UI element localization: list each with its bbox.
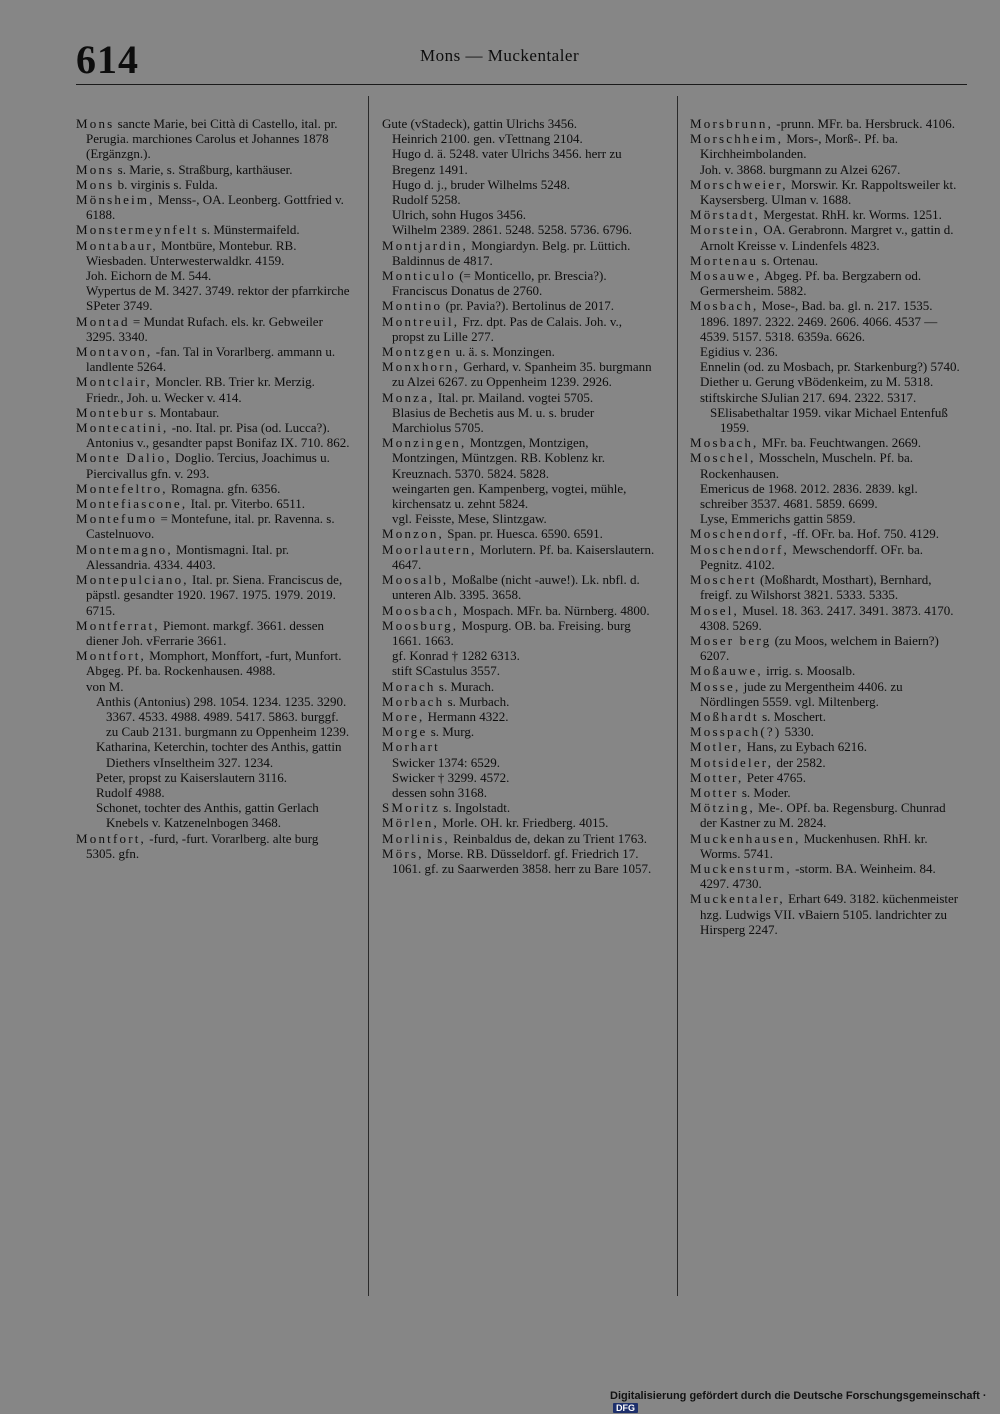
- entry-headword: Montefeltro,: [76, 480, 168, 496]
- entry-subline: Hugo d. ä. 5248. vater Ulrichs 3456. herr zu Bregenz 1491.: [392, 146, 622, 177]
- entry-subline: Egidius v. 236.: [700, 344, 778, 360]
- header-rule: [76, 84, 967, 85]
- entry-text: s. Münstermaifeld.: [198, 222, 300, 238]
- entry-text: Piemont. markgf. 3661. dessen diener Joh. vFerrarie 3661.: [86, 617, 325, 648]
- entry-headword: Montecatini,: [76, 420, 169, 436]
- index-entry: [690, 603, 964, 633]
- entry-headword: Mortenau: [690, 252, 759, 268]
- entry-headword: Morschweier,: [690, 176, 788, 192]
- index-entry: [76, 116, 350, 162]
- entry-text: -no. Ital. pr. Pisa (od. Lucca?). Antonius v., gesandter papst Bonifaz IX. 710. 862.: [86, 420, 350, 451]
- entry-headword: More,: [382, 708, 425, 724]
- entry-headword: Montino: [382, 298, 443, 314]
- entry-text: MFr. ba. Feuchtwangen. 2669.: [758, 435, 921, 451]
- entry-headword: Morstein,: [690, 222, 760, 238]
- index-entry: [382, 435, 656, 481]
- entry-text: OA. Gerabronn. Margret v., gattin d. Arnolt Kreisse v. Lindenfels 4823.: [700, 222, 954, 253]
- entry-subline: Hugo d. j., bruder Wilhelms 5248.: [392, 176, 570, 192]
- entry-headword: Muckentaler,: [690, 891, 785, 907]
- entry-text: Me-. OPf. ba. Regensburg. Chunrad der Kastner zu M. 2824.: [700, 800, 946, 831]
- index-entry: [690, 861, 964, 891]
- entry-headword: Mosse,: [690, 678, 741, 694]
- entry-headword: Mosbach,: [690, 435, 759, 451]
- dfg-logo: DFG: [613, 1403, 638, 1413]
- entry-subline: stiftskirche SJulian 217. 694. 2322. 5317.: [700, 389, 917, 405]
- index-entry: [382, 572, 656, 602]
- entry-headword: Monzingen,: [382, 435, 467, 451]
- entry-subline: Joh. v. 3868. burgmann zu Alzei 6267.: [700, 161, 901, 177]
- entry-text: s. Moschert.: [758, 708, 827, 724]
- entry-subline: weingarten gen. Kampenberg, vogtei, mühle, kirchensatz u. zehnt 5824.: [392, 480, 627, 512]
- entry-subline: stift SCastulus 3557.: [392, 663, 500, 679]
- entry-headword: Mörlen,: [382, 815, 439, 831]
- entry-subline: Wypertus de M. 3427. 3749. rektor der pfarrkirche SPeter 3749.: [86, 283, 350, 314]
- index-entry: [382, 846, 656, 876]
- index-entry: [382, 603, 656, 618]
- entry-subline: dessen sohn 3168.: [392, 784, 487, 800]
- entry-subline: Ulrich, sohn Hugos 3456.: [392, 207, 526, 223]
- index-entry: [382, 344, 656, 359]
- entry-text: Montzgen, Montzigen, Montzingen, Müntzgen. RB. Koblenz kr. Kreuznach. 5370. 5824. 5828.: [392, 435, 606, 481]
- entry-headword: Motter,: [690, 769, 744, 785]
- entry-headword: Montemagno,: [76, 541, 173, 557]
- index-entry: [76, 420, 350, 450]
- entry-headword: Moßhardt: [690, 708, 759, 724]
- entry-headword: Motler,: [690, 739, 744, 755]
- entry-subline: Joh. Eichorn de M. 544.: [86, 268, 212, 284]
- entry-subline-nested: Schonet, tochter des Anthis, gattin Gerlach Knebels v. Katzenelnbogen 3468.: [96, 800, 319, 831]
- entry-text: Mewschendorff. OFr. ba. Pegnitz. 4102.: [700, 541, 924, 572]
- entry-text: Morse. RB. Düsseldorf. gf. Friedrich 17. 1061. gf. zu Saarwerden 3858. herr zu Bare 1057.: [392, 845, 652, 876]
- index-entry: [690, 207, 964, 222]
- entry-headword: Mönsheim,: [76, 192, 155, 208]
- index-entry: [690, 253, 964, 268]
- index-entry: [382, 694, 656, 709]
- index-entry: [690, 724, 964, 739]
- index-entry: [76, 572, 350, 618]
- entry-text: Romagna. gfn. 6356.: [167, 480, 281, 496]
- entry-text: -prunn. MFr. ba. Hersbruck. 4106.: [773, 116, 956, 131]
- entry-text: Menss-, OA. Leonberg. Gottfried v. 6188.: [86, 192, 344, 223]
- column-3: [690, 116, 964, 937]
- index-entry: [690, 268, 964, 298]
- index-entry: [382, 238, 656, 268]
- entry-headword: Montefiascone,: [76, 496, 188, 512]
- index-entry: [76, 314, 350, 344]
- index-entry: [382, 542, 656, 572]
- index-entry: [76, 450, 350, 480]
- entry-subline: Swicker 1374: 6529.: [392, 754, 500, 770]
- column-divider-2: [677, 96, 678, 1296]
- index-entry: [690, 526, 964, 541]
- entry-headword: Montjardin,: [382, 237, 468, 253]
- index-entry: [382, 679, 656, 694]
- entry-subline-nested: Katharina, Keterchin, tochter des Anthis, gattin Diethers vInseltheim 327. 1234.: [96, 739, 342, 770]
- index-entry: [690, 572, 964, 602]
- entry-headword: Moßauwe,: [690, 663, 763, 679]
- entry-text: Muckenhusen. RhH. kr. Worms. 5741.: [700, 830, 928, 861]
- index-entry: [690, 435, 964, 450]
- index-entry: [76, 618, 350, 648]
- entry-headword: Moschert: [690, 572, 757, 588]
- index-entry: [76, 374, 350, 404]
- entry-subline: Ennelin (od. zu Mosbach, pr. Starkenburg?) 5740.: [700, 359, 960, 375]
- entry-subline: Lyse, Emmerichs gattin 5859.: [700, 511, 856, 527]
- entry-headword: SMoritz: [382, 800, 441, 816]
- entry-subline: Swicker † 3299. 4572.: [392, 769, 510, 785]
- entry-text: Ital. pr. Siena. Franciscus de, päpstl. gesandter 1920. 1967. 1975. 1979. 2019. 6715.: [86, 572, 343, 618]
- entry-text: Mosscheln, Muscheln. Pf. ba. Rockenhausen.: [700, 450, 914, 481]
- entry-text: Moncler. RB. Trier kr. Merzig. Friedr., Joh. u. Wecker v. 414.: [86, 374, 315, 405]
- entry-text: Mors-, Morß-. Pf. ba. Kirchheimbolanden.: [700, 131, 898, 162]
- entry-headword: Moschendorf,: [690, 526, 789, 542]
- index-entry: [76, 481, 350, 496]
- entry-headword: Montabaur,: [76, 237, 158, 253]
- entry-headword: Morlinis,: [382, 830, 450, 846]
- entry-text: Frz. dpt. Pas de Calais. Joh. v., propst zu Lille 277.: [392, 313, 622, 344]
- index-entry: [382, 268, 656, 298]
- entry-headword: Moschel,: [690, 450, 756, 466]
- entry-headword: Monstermeynfelt: [76, 222, 199, 238]
- index-entry: [690, 663, 964, 678]
- entry-headword: Mosel,: [690, 602, 739, 618]
- entry-text: Mospurg. OB. ba. Freising. burg 1661. 1663.: [392, 617, 631, 648]
- index-entry: [382, 831, 656, 846]
- entry-headword: Monza,: [382, 389, 435, 405]
- index-entry: [690, 709, 964, 724]
- index-entry: [690, 891, 964, 937]
- entry-text: s. Murbach.: [444, 693, 510, 709]
- entry-headword: Montclair,: [76, 374, 152, 390]
- entry-subline: gf. Konrad † 1282 6313.: [392, 648, 520, 664]
- entry-text: (Moßhardt, Mosthart), Bernhard, freigf. zu Wilshorst 3821. 5333. 5335.: [700, 572, 932, 603]
- entry-headword: Mörstadt,: [690, 207, 760, 223]
- entry-text: Gute (vStadeck), gattin Ulrichs 3456.: [382, 116, 577, 131]
- entry-headword: Muckenhausen,: [690, 830, 801, 846]
- entry-text: -storm. BA. Weinheim. 84. 4297. 4730.: [700, 860, 936, 892]
- running-head: Mons — Muckentaler: [420, 46, 580, 65]
- index-entry: [382, 724, 656, 739]
- entry-headword: Mons: [76, 161, 115, 177]
- index-entry: [382, 800, 656, 815]
- entry-text: Morle. OH. kr. Friedberg. 4015.: [438, 815, 609, 831]
- entry-headword: Moschendorf,: [690, 541, 789, 557]
- entry-headword: Monte Dalio,: [76, 450, 172, 466]
- entry-text: Abgeg. Pf. ba. Bergzabern od. Germersheim. 5882.: [700, 268, 922, 299]
- index-entry: [76, 831, 350, 861]
- entry-text: s. Ingolstadt.: [440, 800, 511, 816]
- entry-text: -ff. OFr. ba. Hof. 750. 4129.: [788, 526, 939, 542]
- entry-text: Peter 4765.: [743, 769, 806, 785]
- entry-headword: Morach: [382, 678, 436, 694]
- entry-headword: Mörs,: [382, 845, 424, 861]
- entry-subline: Heinrich 2100. gen. vTettnang 2104.: [392, 131, 583, 147]
- entry-headword: Montreuil,: [382, 313, 460, 329]
- entry-text: Moßalbe (nicht -auwe!). Lk. nbfl. d. unteren Alb. 3395. 3658.: [392, 572, 640, 603]
- entry-text: Morswir. Kr. Rappoltsweiler kt. Kaysersberg. Ulman v. 1688.: [700, 176, 957, 208]
- entry-headword: Montebur: [76, 404, 145, 420]
- entry-text: Hans, zu Eybach 6216.: [743, 739, 867, 755]
- entry-text: (pr. Pavia?). Bertolinus de 2017.: [442, 298, 615, 314]
- entry-subline-nested: Anthis (Antonius) 298. 1054. 1234. 1235. 3290. 3367. 4533. 4988. 4989. 5417. 5863. burggf. zu Caub 2131. burgmann zu Oppenheim 1239.: [96, 693, 350, 740]
- entry-text: Mose-, Bad. ba. gl. n. 217. 1535. 1896. 1897. 2322. 2469. 2606. 4066. 4537 — 4539. 5157. 5318. 6359a. 6626.: [700, 298, 938, 344]
- entry-headword: Montepulciano,: [76, 572, 189, 588]
- entry-text: s. Marie, s. Straßburg, karthäuser.: [114, 161, 293, 177]
- index-entry: [690, 131, 964, 161]
- entry-subline: Wilhelm 2389. 2861. 5248. 5258. 5736. 6796.: [392, 222, 632, 238]
- index-entry: [76, 542, 350, 572]
- footer-text: Digitalisierung gefördert durch die Deutsche Forschungsgemeinschaft ·: [610, 1390, 987, 1402]
- entry-subline-nested: Peter, propst zu Kaiserslautern 3116.: [96, 769, 288, 785]
- entry-headword: Moorlautern,: [382, 541, 477, 557]
- index-entry: [76, 162, 350, 177]
- entry-text: Hermann 4322.: [424, 708, 509, 724]
- entry-subline: Rudolf 5258.: [392, 192, 461, 208]
- entry-headword: Muckensturm,: [690, 860, 792, 876]
- index-entry: [690, 633, 964, 663]
- index-entry: [382, 359, 656, 389]
- entry-headword: Motter: [690, 784, 739, 800]
- entry-text: Momphort, Monffort, -furt, Munfort. Abgeg. Pf. ba. Rockenhausen. 4988.: [86, 648, 342, 679]
- entry-headword: Morhart: [382, 739, 440, 755]
- entry-headword: Montad: [76, 313, 130, 329]
- entry-text: Doglio. Tercius, Joachimus u. Piercivallus gfn. v. 293.: [86, 450, 330, 481]
- entry-text: Mospach. MFr. ba. Nürnberg. 4800.: [459, 602, 650, 618]
- index-entry: [690, 298, 964, 344]
- entry-text: s. Murg.: [427, 724, 475, 740]
- entry-text: Span. pr. Huesca. 6590. 6591.: [443, 526, 603, 542]
- index-entry: [76, 511, 350, 541]
- index-entry: [76, 496, 350, 511]
- index-entry: [382, 739, 656, 754]
- index-entry: [690, 755, 964, 770]
- index-entry: [76, 222, 350, 237]
- entry-text: Montbüre, Montebur. RB. Wiesbaden. Unterwesterwaldkr. 4159.: [86, 237, 297, 268]
- index-entry: [690, 542, 964, 572]
- entry-subline: Emericus de 1968. 2012. 2836. 2839. kgl. schreiber 3537. 4681. 5859. 6699.: [700, 480, 918, 512]
- entry-subline-nested: Rudolf 4988.: [96, 784, 165, 800]
- index-entry: [76, 405, 350, 420]
- entry-headword: Mons: [76, 116, 115, 131]
- entry-headword: Mosauwe,: [690, 268, 762, 284]
- entry-headword: Monzon,: [382, 526, 444, 542]
- entry-headword: Mötzing,: [690, 800, 755, 816]
- index-entry: [382, 390, 656, 405]
- entry-subline-nested: SElisabethaltar 1959. vikar Michael Entenfuß 1959.: [710, 404, 948, 436]
- entry-text: = Mundat Rufach. els. kr. Gebweiler 3295. 3340.: [86, 313, 323, 344]
- entry-text: Morlutern. Pf. ba. Kaiserslautern. 4647.: [392, 541, 655, 572]
- entry-headword: Montefumo: [76, 511, 158, 527]
- column-divider-1: [368, 96, 369, 1296]
- entry-headword: Mons: [76, 176, 115, 192]
- entry-text: 5330.: [781, 724, 814, 740]
- index-entry: [76, 192, 350, 222]
- entry-text: (zu Moos, welchem in Baiern?) 6207.: [700, 632, 939, 664]
- entry-text: u. ä. s. Monzingen.: [452, 344, 555, 360]
- entry-text: s. Murach.: [435, 678, 495, 694]
- entry-headword: Moosalb,: [382, 572, 449, 588]
- index-entry: [690, 450, 964, 480]
- entry-subline: vgl. Feisste, Mese, Slintzgaw.: [392, 511, 547, 527]
- entry-headword: Montfort,: [76, 830, 146, 846]
- entry-text: -furd, -furt. Vorarlberg. alte burg 5305. gfn.: [86, 830, 319, 861]
- entry-headword: Motsideler,: [690, 754, 774, 770]
- entry-headword: Montfort,: [76, 648, 146, 664]
- index-entry: [76, 344, 350, 374]
- entry-text: Reinbaldus de, dekan zu Trient 1763.: [449, 830, 647, 846]
- entry-text: jude zu Mergentheim 4406. zu Nördlingen 5559. vgl. Miltenberg.: [700, 678, 903, 709]
- entry-headword: Moosbach,: [382, 602, 460, 618]
- entry-text: Montismagni. Ital. pr. Alessandria. 4334. 4403.: [86, 541, 290, 572]
- entry-headword: Morge: [382, 724, 428, 740]
- entry-text: sancte Marie, bei Città di Castello, ital. pr. Perugia. marchiones Carolus et Johannes 1878 (Ergänzgn.).: [86, 116, 338, 162]
- entry-text: der 2582.: [773, 754, 826, 770]
- entry-text: -fan. Tal in Vorarlberg. ammann u. landlente 5264.: [86, 344, 336, 375]
- index-entry: [76, 648, 350, 678]
- index-entry: [690, 831, 964, 861]
- entry-headword: Moser berg: [690, 632, 772, 648]
- entry-text: (= Monticello, pr. Brescia?). Franciscus Donatus de 2760.: [392, 268, 607, 299]
- entry-headword: Montferrat,: [76, 617, 160, 633]
- entry-headword: Morbach: [382, 693, 445, 709]
- entry-text: s. Moder.: [738, 784, 791, 800]
- entry-text: s. Ortenau.: [758, 252, 819, 268]
- entry-headword: Moosburg,: [382, 617, 459, 633]
- index-entry: [382, 116, 656, 131]
- entry-headword: Morsbrunn,: [690, 116, 774, 131]
- index-entry: [382, 618, 656, 648]
- entry-headword: Mosspach(?): [690, 724, 782, 740]
- entry-text: b. virginis s. Fulda.: [114, 176, 218, 192]
- index-entry: [382, 298, 656, 313]
- index-entry: [690, 222, 964, 252]
- index-entry: [382, 709, 656, 724]
- index-entry: [690, 679, 964, 709]
- entry-text: Ital. pr. Viterbo. 6511.: [187, 496, 305, 512]
- entry-text: Musel. 18. 363. 2417. 3491. 3873. 4170. 4308. 5269.: [700, 602, 954, 633]
- entry-text: s. Montabaur.: [144, 404, 220, 420]
- entry-text: irrig. s. Moosalb.: [762, 663, 856, 679]
- index-entry: [76, 177, 350, 192]
- footer-credit: [610, 1390, 1000, 1414]
- index-entry: [690, 739, 964, 754]
- index-entry: [690, 116, 964, 131]
- column-1: [76, 116, 350, 861]
- entry-text: Gerhard, v. Spanheim 35. burgmann zu Alzei 6267. zu Oppenheim 1239. 2926.: [392, 359, 652, 390]
- entry-text: Ital. pr. Mailand. vogtei 5705.: [434, 389, 594, 405]
- entry-text: Mergestat. RhH. kr. Worms. 1251.: [760, 207, 942, 223]
- entry-text: Erhart 649. 3182. küchenmeister hzg. Ludwigs VII. vBaiern 5105. landrichter zu Hirsperg 2247.: [700, 891, 959, 937]
- page-number: 614: [76, 37, 139, 82]
- entry-subline: Diether u. Gerung vBödenkeim, zu M. 5318.: [700, 374, 934, 390]
- index-entry: [690, 785, 964, 800]
- entry-text: = Montefune, ital. pr. Ravenna. s. Castelnuovo.: [86, 511, 335, 542]
- entry-headword: Montzgen: [382, 344, 453, 360]
- index-entry: [690, 800, 964, 830]
- entry-headword: Mosbach,: [690, 298, 759, 314]
- index-entry: [690, 177, 964, 207]
- index-entry: [690, 770, 964, 785]
- entry-text: Mongiardyn. Belg. pr. Lüttich. Baldinnus de 4817.: [392, 237, 631, 268]
- index-entry: [382, 526, 656, 541]
- entry-headword: Morschheim,: [690, 131, 784, 147]
- entry-headword: Monxhorn,: [382, 359, 460, 375]
- entry-headword: Montavon,: [76, 344, 153, 360]
- index-entry: [382, 314, 656, 344]
- entry-subline: Blasius de Bechetis aus M. u. s. bruder Marchiolus 5705.: [392, 404, 595, 436]
- index-entry: [382, 815, 656, 830]
- entry-headword: Monticulo: [382, 268, 456, 284]
- entry-subline: von M.: [86, 678, 124, 694]
- column-2: [382, 116, 656, 876]
- index-entry: [76, 238, 350, 268]
